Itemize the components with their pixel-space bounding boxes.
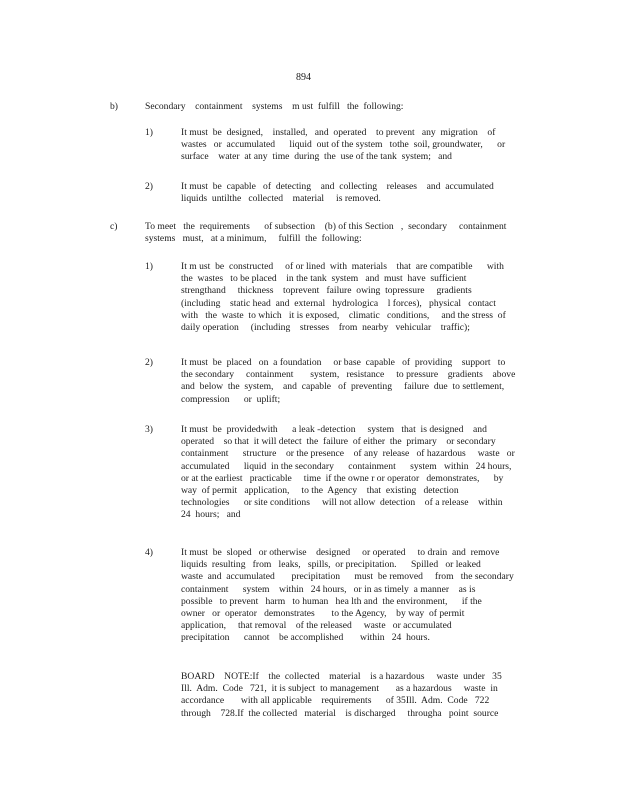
text-line: with the waste to which it is exposed, climatic conditions, and the stress of — [181, 309, 506, 321]
text-line: To meet the requirements of subsection (b) of this Section , secondary containment — [145, 221, 507, 232]
text-line: systems must, at a minimum, fulfill the following: — [145, 233, 362, 245]
text-line: or at the earliest practicable time if the owne r or operator demonstrates, by — [181, 472, 504, 484]
page-number: 894 — [296, 72, 311, 83]
board-note — [181, 671, 531, 720]
text-line: It must be placed on a foundation or base capable of providing support to — [181, 357, 506, 368]
text-line: and below the system, and capable of preventing failure due to settlement, — [181, 381, 505, 393]
text-line: containment system within 24 hours, or in as timely a manner as is — [181, 583, 476, 595]
text-line: It must be designed, installed, and operated to prevent any migration of — [181, 127, 496, 138]
text-line: through 728.If the collected material is discharged througha point source — [181, 707, 499, 719]
text-line: possible to prevent harm to human hea lth and the environment, if the — [181, 595, 482, 607]
section-c-heading — [145, 221, 545, 245]
section-c-item-1-marker: 1) — [145, 261, 153, 272]
section-c-item-1-text — [181, 261, 546, 334]
text-line: 24 hours; and — [181, 509, 241, 521]
section-c-item-3-text — [181, 424, 543, 522]
text-line: technologies or site conditions will not allow detection of a release within — [181, 497, 503, 509]
text-line: surface water at any time during the use of the tank system; and — [181, 151, 452, 163]
section-c-item-4-marker: 4) — [145, 547, 153, 558]
text-line: accordance with all applicable requirements of 35Ill. Adm. Code 722 — [181, 695, 490, 707]
section-b-item-1-marker: 1) — [145, 127, 153, 138]
section-c-marker: c) — [110, 221, 118, 232]
text-line: owner or operator demonstrates to the Agency, by way of permit — [181, 608, 465, 620]
text-line: liquids untilthe collected material is removed. — [181, 193, 381, 205]
text-line: Secondary containment systems m ust fulfill the following: — [145, 101, 404, 112]
text-line: accumulated liquid in the secondary containment system within 24 hours, — [181, 460, 512, 472]
section-b-item-2-text — [181, 181, 541, 205]
section-c-item-2-marker: 2) — [145, 357, 153, 368]
text-line: application, that removal of the released waste or accumulated — [181, 620, 452, 632]
text-line: It must be providedwith a leak -detection system that is designed and — [181, 424, 487, 435]
text-line: precipitation cannot be accomplished within 24 hours. — [181, 632, 430, 644]
text-line: waste and accumulated precipitation must be removed from the secondary — [181, 571, 514, 583]
section-c-item-2-text — [181, 357, 541, 406]
text-line: compression or uplift; — [181, 393, 281, 405]
text-line: (including static head and external hydrologica l forces), physical contact — [181, 297, 496, 309]
text-line: the secondary containment system, resistance to pressure gradients above — [181, 369, 516, 381]
text-line: liquids resulting from leaks, spills, or precipitation. Spilled or leaked — [181, 559, 481, 571]
text-line: strengthand thickness toprevent failure owing topressure gradients — [181, 285, 472, 297]
text-line: It must be capable of detecting and collecting releases and accumulated — [181, 181, 494, 192]
section-c-item-3-marker: 3) — [145, 424, 153, 435]
text-line: It must be sloped or otherwise designed or operated to drain and remove — [181, 547, 500, 558]
text-line: wastes or accumulated liquid out of the system tothe soil, groundwater, or — [181, 139, 506, 151]
section-b-item-1-text — [181, 127, 541, 164]
text-line: Ill. Adm. Code 721, it is subject to management as a hazardous waste in — [181, 683, 498, 695]
section-b-heading — [145, 101, 445, 113]
text-line: the wastes to be placed in the tank system and must have sufficient — [181, 273, 467, 285]
text-line: way of permit application, to the Agency that existing detection — [181, 485, 459, 497]
text-line: operated so that it will detect the failure of either the primary or secondary — [181, 436, 496, 448]
text-line: daily operation (including stresses from nearby vehicular traffic); — [181, 322, 470, 334]
text-line: It m ust be constructed of or lined with materials that are compatible with — [181, 261, 504, 272]
section-b-item-2-marker: 2) — [145, 181, 153, 192]
section-c-item-4-text — [181, 547, 536, 645]
text-line: BOARD NOTE:If the collected material is a hazardous waste under 35 — [181, 671, 502, 682]
text-line: containment structure or the presence of any release of hazardous waste or — [181, 448, 515, 460]
section-b-marker: b) — [110, 101, 118, 112]
